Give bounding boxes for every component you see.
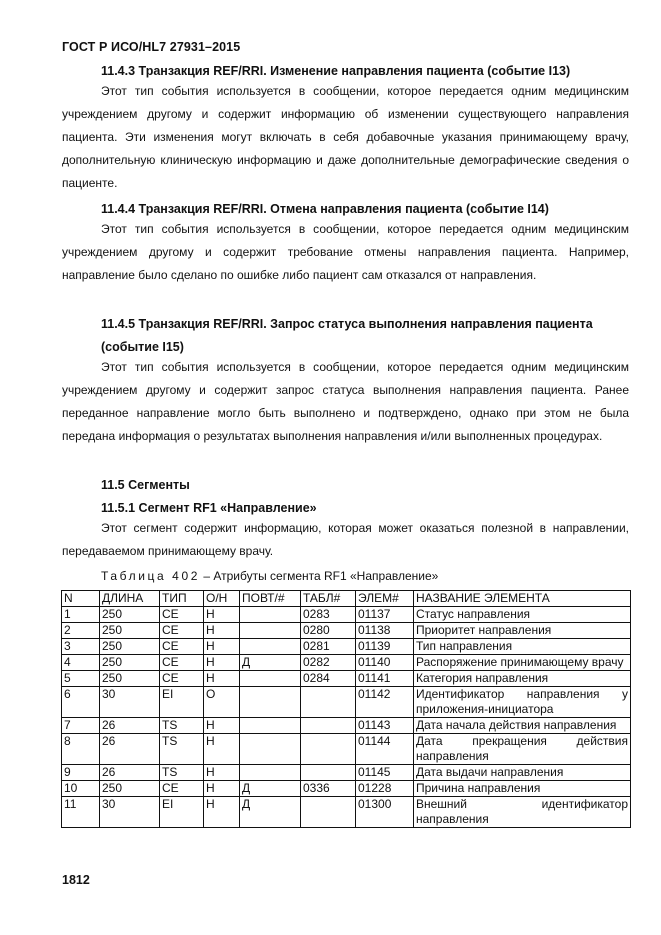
table-cell: 01145 [356, 765, 414, 781]
table-cell: 4 [62, 655, 100, 671]
table-cell: Н [204, 765, 240, 781]
table-row [62, 671, 631, 687]
table-cell: 01138 [356, 623, 414, 639]
column-header: ПОВТ/# [240, 591, 301, 607]
standard-header: ГОСТ Р ИСО/HL7 27931–2015 [62, 40, 241, 54]
column-header: ДЛИНА [100, 591, 160, 607]
table-cell: 01140 [356, 655, 414, 671]
table-cell: 9 [62, 765, 100, 781]
section-heading-11-4-4: 11.4.4 Транзакция REF/RRI. Отмена направления пациента (событие I14) [101, 202, 549, 216]
table-row [62, 639, 631, 655]
table-cell [240, 671, 301, 687]
table-cell: 01141 [356, 671, 414, 687]
table-cell: 01144 [356, 734, 414, 765]
table-cell: Н [204, 671, 240, 687]
table-cell [240, 623, 301, 639]
table-caption [101, 569, 438, 583]
table-cell [301, 687, 356, 718]
table-cell: 3 [62, 639, 100, 655]
table-cell: 30 [100, 797, 160, 828]
table-cell: 01228 [356, 781, 414, 797]
table-cell: TS [160, 718, 204, 734]
table-row [62, 607, 631, 623]
table-row [62, 655, 631, 671]
table-cell: Н [204, 607, 240, 623]
table-cell: 11 [62, 797, 100, 828]
table-cell: 0281 [301, 639, 356, 655]
table-cell: Приоритет направления [414, 623, 631, 639]
table-cell: Идентификатор направления у приложения-инициатора [414, 687, 631, 718]
table-cell: EI [160, 797, 204, 828]
table-cell: 250 [100, 623, 160, 639]
table-cell: Н [204, 718, 240, 734]
table-cell: Причина направления [414, 781, 631, 797]
section-heading-11-4-5: 11.4.5 Транзакция REF/RRI. Запрос статуса выполнения направления пациента [101, 317, 593, 331]
table-cell [301, 797, 356, 828]
table-cell: 250 [100, 655, 160, 671]
table-cell: EI [160, 687, 204, 718]
table-cell: Категория направления [414, 671, 631, 687]
table-cell: 26 [100, 718, 160, 734]
table-row [62, 797, 631, 828]
section-heading-11-4-5-cont: (событие I15) [101, 340, 184, 354]
section-text-11-5-1: Этот сегмент содержит информацию, которая может оказаться полезной в направлении, передаваемом принимающему врачу. [62, 521, 629, 559]
table-cell: 0284 [301, 671, 356, 687]
table-cell: Статус направления [414, 607, 631, 623]
table-cell: Н [204, 797, 240, 828]
section-heading-11-5-1: 11.5.1 Сегмент RF1 «Направление» [101, 501, 317, 515]
table-cell: TS [160, 734, 204, 765]
table-cell [240, 734, 301, 765]
table-cell: CE [160, 671, 204, 687]
section-heading-11-4-3: 11.4.3 Транзакция REF/RRI. Изменение направления пациента (событие I13) [101, 64, 571, 78]
column-header: О/Н [204, 591, 240, 607]
table-row [62, 734, 631, 765]
table-cell [240, 607, 301, 623]
table-cell: CE [160, 639, 204, 655]
table-cell: Внешний идентификатор направления [414, 797, 631, 828]
table-row [62, 781, 631, 797]
page-number: 1812 [62, 873, 90, 887]
table-cell: Д [240, 797, 301, 828]
table-cell: 01137 [356, 607, 414, 623]
table-cell: 01300 [356, 797, 414, 828]
table-cell: Н [204, 734, 240, 765]
table-cell: 0282 [301, 655, 356, 671]
table-cell: 2 [62, 623, 100, 639]
table-cell: Распоряжение принимающему врачу [414, 655, 631, 671]
table-cell: Дата начала действия направления [414, 718, 631, 734]
table-row [62, 765, 631, 781]
table-cell: Н [204, 623, 240, 639]
table-cell: Н [204, 655, 240, 671]
section-heading-11-5: 11.5 Сегменты [101, 478, 190, 492]
table-cell: 10 [62, 781, 100, 797]
table-header-row [62, 591, 631, 607]
table-cell: CE [160, 623, 204, 639]
table-caption-label: Таблица 402 [101, 569, 201, 583]
table-cell: 26 [100, 765, 160, 781]
column-header: ТАБЛ# [301, 591, 356, 607]
table-caption-text: – Атрибуты сегмента RF1 «Направление» [200, 569, 439, 583]
table-cell: 7 [62, 718, 100, 734]
table-cell [301, 734, 356, 765]
table-cell: 01143 [356, 718, 414, 734]
table-cell: 6 [62, 687, 100, 718]
section-text-11-4-4: Этот тип события используется в сообщении, которое передается одним медицинским учреждением другому и содержит требование отмены направления пациента. Например, направление было сделано по ошибке либо пациент сам отказался от направления. [62, 222, 629, 283]
table-cell: 250 [100, 781, 160, 797]
table-row [62, 623, 631, 639]
table-cell: 0283 [301, 607, 356, 623]
table-cell: TS [160, 765, 204, 781]
column-header: ЭЛЕМ# [356, 591, 414, 607]
table-cell: 1 [62, 607, 100, 623]
table-cell: Д [240, 781, 301, 797]
segment-attributes-table [61, 590, 631, 828]
table-cell: Н [204, 639, 240, 655]
table-cell: Д [240, 655, 301, 671]
table-cell: О [204, 687, 240, 718]
table-cell [240, 687, 301, 718]
table-cell: Н [204, 781, 240, 797]
table-cell: 01142 [356, 687, 414, 718]
table-row [62, 718, 631, 734]
table-cell: Дата выдачи направления [414, 765, 631, 781]
table-cell: 250 [100, 639, 160, 655]
table-cell: 250 [100, 607, 160, 623]
table-cell: CE [160, 607, 204, 623]
table-cell: 26 [100, 734, 160, 765]
table-cell: 5 [62, 671, 100, 687]
table-cell: CE [160, 655, 204, 671]
table-cell [240, 639, 301, 655]
table-cell: 01139 [356, 639, 414, 655]
table-cell: 8 [62, 734, 100, 765]
section-text-11-4-5: Этот тип события используется в сообщении, которое передается одним медицинским учреждением другому и содержит запрос статуса выполнения направления пациента. Ранее переданное направление могло быть выполнено и подтверждено, однако при этом не была передана информация о результатах выполнения направления и/или выполненных процедурах. [62, 360, 629, 444]
table-cell [240, 765, 301, 781]
section-text-11-4-3: Этот тип события используется в сообщении, которое передается одним медицинским учреждением другому и содержит информацию об изменении существующего направления пациента. Эти изменения могут включать в себя добавочные указания принимающему врачу, дополнительную клиническую информацию и даже дополнительные демографические сведения о пациенте. [62, 84, 629, 191]
table-cell [301, 718, 356, 734]
table-cell: 0336 [301, 781, 356, 797]
column-header: N [62, 591, 100, 607]
table-cell: Дата прекращения действия направления [414, 734, 631, 765]
column-header: НАЗВАНИЕ ЭЛЕМЕНТА [414, 591, 631, 607]
column-header: ТИП [160, 591, 204, 607]
table-cell: CE [160, 781, 204, 797]
table-cell [240, 718, 301, 734]
table-cell: 250 [100, 671, 160, 687]
table-cell: 0280 [301, 623, 356, 639]
table-row [62, 687, 631, 718]
table-cell: 30 [100, 687, 160, 718]
table-cell: Тип направления [414, 639, 631, 655]
table-cell [301, 765, 356, 781]
